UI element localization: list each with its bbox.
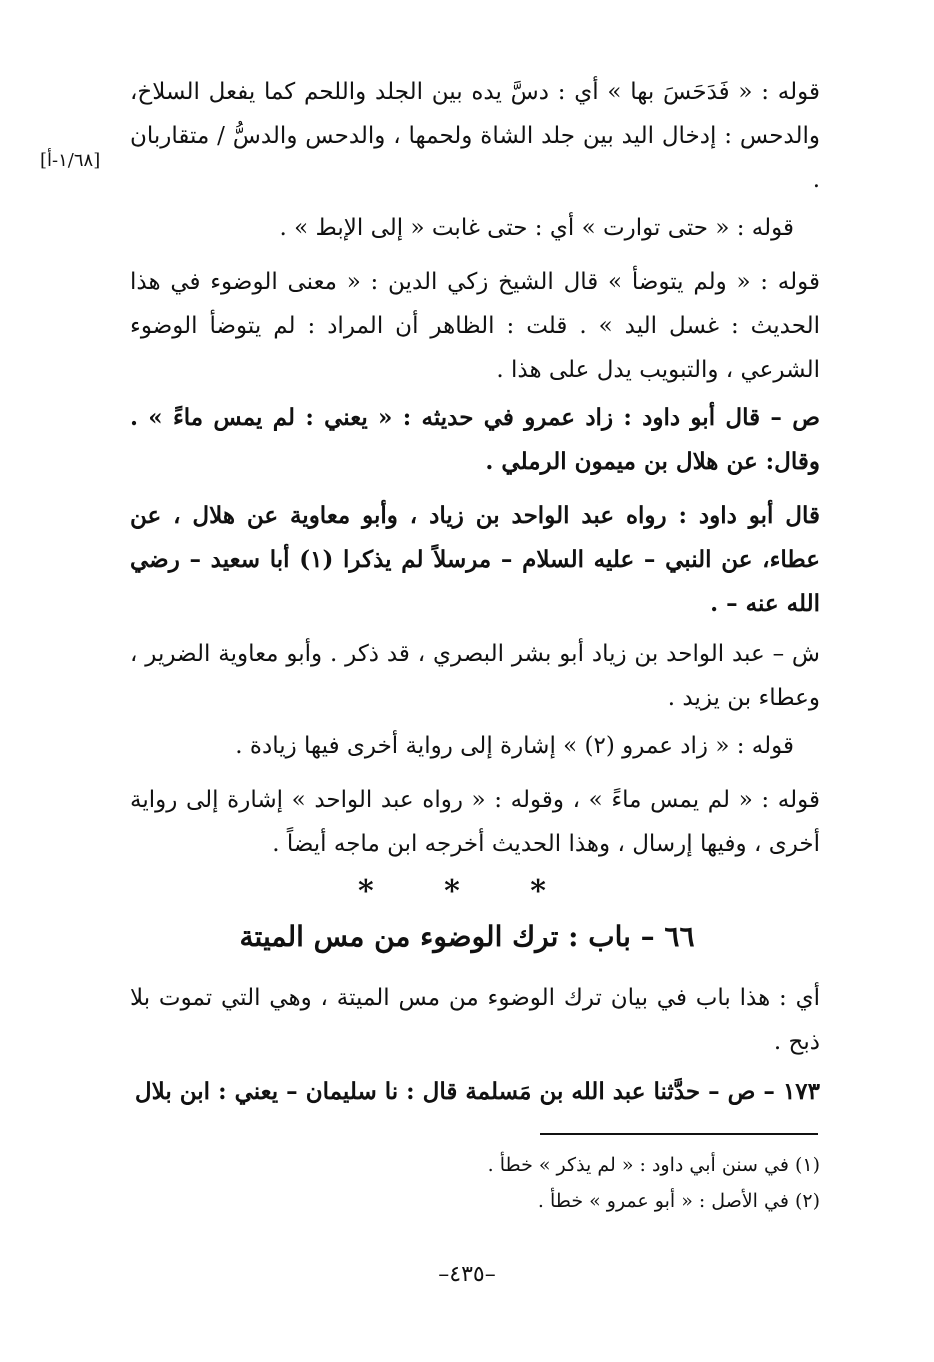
section-separator: * * * — [358, 874, 576, 909]
paragraph-zad-amr: قوله : « زاد عمرو (٢) » إشارة إلى رواية أخرى فيها زيادة . — [235, 733, 794, 759]
footnote-1: (١) في سنن أبي داود : « لم يذكر » خطأ . — [487, 1154, 820, 1176]
paragraph-tawarat: قوله : « حتى توارت » أي : حتى غابت « إلى الإبط » . — [279, 215, 794, 241]
paragraph-lam-yamas: قوله : « لم يمس ماءً » ، وقوله : « رواه عبد الواحد » إشارة إلى رواية أخرى ، وفيها إرسال ، وهذا الحديث أخرجه ابن ماجه أيضاً . — [130, 787, 820, 857]
paragraph-lam-yatawadda: قوله : « ولم يتوضأ » قال الشيخ زكي الدين : « معنى الوضوء في هذا الحديث : غسل اليد » . قلت : الظاهر أن المراد : لم يتوضأ الوضوء الشرعي ، والتبويب يدل على هذا . — [130, 269, 820, 383]
margin-reference: [١/٦٨-أ] — [40, 150, 101, 171]
paragraph-abu-dawud-2: قال أبو داود : رواه عبد الواحد بن زياد ، وأبو معاوية عن هلال ، عن عطاء، عن النبي – عليه السلام – مرسلاً لم يذكرا (١) أبا سعيد – رضي الله عنه – . — [130, 502, 820, 617]
footnote-divider — [540, 1133, 818, 1135]
paragraph-dahs: قوله : « فَدَحَسَ بها » أي : دسَّ يده بين الجلد واللحم كما يفعل السلاخ، والدحس : إدخال اليد بين جلد الشاة ولحمها ، والدحس والدسُّ / متقاربان . — [130, 79, 820, 193]
footnote-2: (٢) في الأصل : « أبو عمرو » خطأ . — [537, 1190, 820, 1212]
paragraph-chapter-intro: أي : هذا باب في بيان ترك الوضوء من مس الميتة ، وهي التي تموت بلا ذبح . — [130, 985, 820, 1055]
paragraph-hadith-173: ١٧٣ – ص – حدَّثنا عبد الله بن مَسلمة قال : نا سليمان – يعني : ابن بلال — [134, 1078, 820, 1105]
page-number: –٤٣٥– — [438, 1262, 496, 1287]
paragraph-sharh: ش – عبد الواحد بن زياد أبو بشر البصري ، قد ذكر . وأبو معاوية الضرير ، وعطاء بن يزيد . — [130, 641, 820, 711]
chapter-title: ٦٦ – باب : ترك الوضوء من مس الميتة — [239, 920, 695, 953]
paragraph-abu-dawud-1: ص – قال أبو داود : زاد عمرو في حديثه : « يعني : لم يمس ماءً » . وقال: عن هلال بن ميمون الرملي . — [130, 404, 820, 475]
